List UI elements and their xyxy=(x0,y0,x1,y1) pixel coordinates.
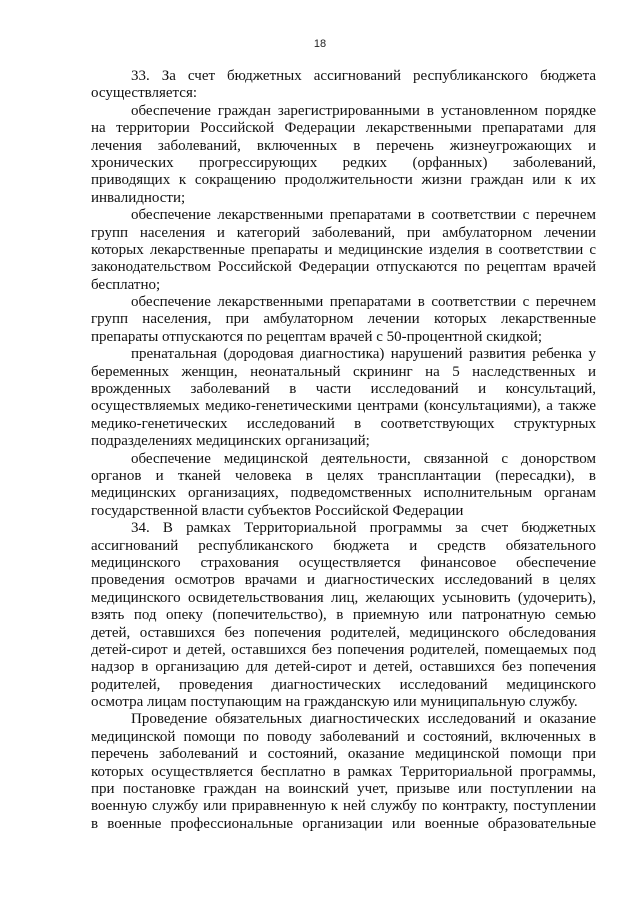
text-line: обеспечение медицинской деятельности, связанной с донорством xyxy=(131,450,596,467)
text-line: подразделениях медицинских организаций; xyxy=(91,433,370,450)
text-line: бесплатно; xyxy=(91,276,161,293)
text-line: органов и тканей человека в целях трансплантации (пересадки), в xyxy=(91,467,596,484)
text-line: обеспечение лекарственными препаратами в соответствии с перечнем xyxy=(131,207,596,224)
text-line: лечения заболеваний, включенных в перечень жизнеугрожающих и xyxy=(91,137,596,154)
text-line: медицинского страхования осуществляется финансовое обеспечение xyxy=(91,554,596,571)
text-line: которых лекарственные препараты и медицинские изделия в соответствии с xyxy=(91,241,596,258)
text-line: военную службу или приравненную к ней службу по контракту, поступлении xyxy=(91,798,596,815)
text-line: групп населения и категорий заболеваний, при амбулаторном лечении xyxy=(91,224,596,241)
document-body xyxy=(91,68,596,833)
text-line: государственной власти субъектов Российской Федерации xyxy=(91,502,464,519)
text-line: групп населения, при амбулаторном лечении которых лекарственные xyxy=(91,311,596,328)
text-line: инвалидности; xyxy=(91,189,186,206)
text-line: законодательством Российской Федерации отпускаются по рецептам врачей xyxy=(91,259,596,276)
text-line: медицинской помощи по поводу заболеваний и состояний, включенных в xyxy=(91,728,596,745)
text-line: препараты отпускаются по рецептам врачей с 50-процентной скидкой; xyxy=(91,328,543,345)
text-line: ассигнований республиканского бюджета и средств обязательного xyxy=(91,537,596,554)
text-line: взять под опеку (попечительство), в приемную или патронатную семью xyxy=(91,607,596,624)
text-line: 34. В рамках Территориальной программы за счет бюджетных xyxy=(131,520,596,537)
text-line: 33. За счет бюджетных ассигнований республиканского бюджета xyxy=(131,68,596,84)
text-line: надзор в организацию для детей-сирот и детей, оставшихся без попечения xyxy=(91,659,596,676)
text-line: перечень заболеваний и состояний, оказание медицинской помощи при xyxy=(91,746,596,763)
text-line: медицинского освидетельствования лиц, желающих усыновить (удочерить), xyxy=(91,589,596,606)
text-line: при постановке граждан на воинский учет, призыве или поступлении на xyxy=(91,781,596,798)
text-line: медико-генетических исследований в соответствующих структурных xyxy=(91,415,596,432)
text-line: на территории Российской Федерации лекарственными препаратами для xyxy=(91,120,596,137)
text-line: детей, оставшихся без попечения родителей, медицинского обследования xyxy=(91,624,596,641)
text-line: Проведение обязательных диагностических исследований и оказание xyxy=(131,711,596,728)
text-line: пренатальная (дородовая диагностика) нарушений развития ребенка у xyxy=(131,346,596,363)
text-line: проведения осмотров врачами и диагностических исследований в целях xyxy=(91,572,596,589)
text-line: хронических прогрессирующих редких (орфанных) заболеваний, xyxy=(91,154,596,171)
page-number: 18 xyxy=(313,38,327,50)
text-line: приводящих к сокращению продолжительности жизни граждан или к их xyxy=(91,172,596,189)
text-line: обеспечение лекарственными препаратами в соответствии с перечнем xyxy=(131,294,596,311)
text-line: врожденных заболеваний в части исследований и консультаций, xyxy=(91,381,596,398)
text-line: осуществляется: xyxy=(91,85,198,102)
text-line: осуществляемых медико-генетическими центрами (консультациями), а также xyxy=(91,398,596,415)
text-line: в военные профессиональные организации или военные образовательные xyxy=(91,815,596,832)
text-line: которых осуществляется бесплатно в рамках Территориальной программы, xyxy=(91,763,596,780)
text-line: осмотра лицам поступающим на гражданскую или муниципальную службу. xyxy=(91,694,578,711)
text-line: беременных женщин, неонатальный скрининг на 5 наследственных и xyxy=(91,363,596,380)
text-line: медицинских организациях, подведомственных исполнительным органам xyxy=(91,485,596,502)
text-line: родителей, проведения диагностических исследований медицинского xyxy=(91,676,596,693)
text-line: обеспечение граждан зарегистрированными в установленном порядке xyxy=(131,102,596,119)
text-line: детей-сирот и детей, оставшихся без попечения родителей, помещаемых под xyxy=(91,641,596,658)
